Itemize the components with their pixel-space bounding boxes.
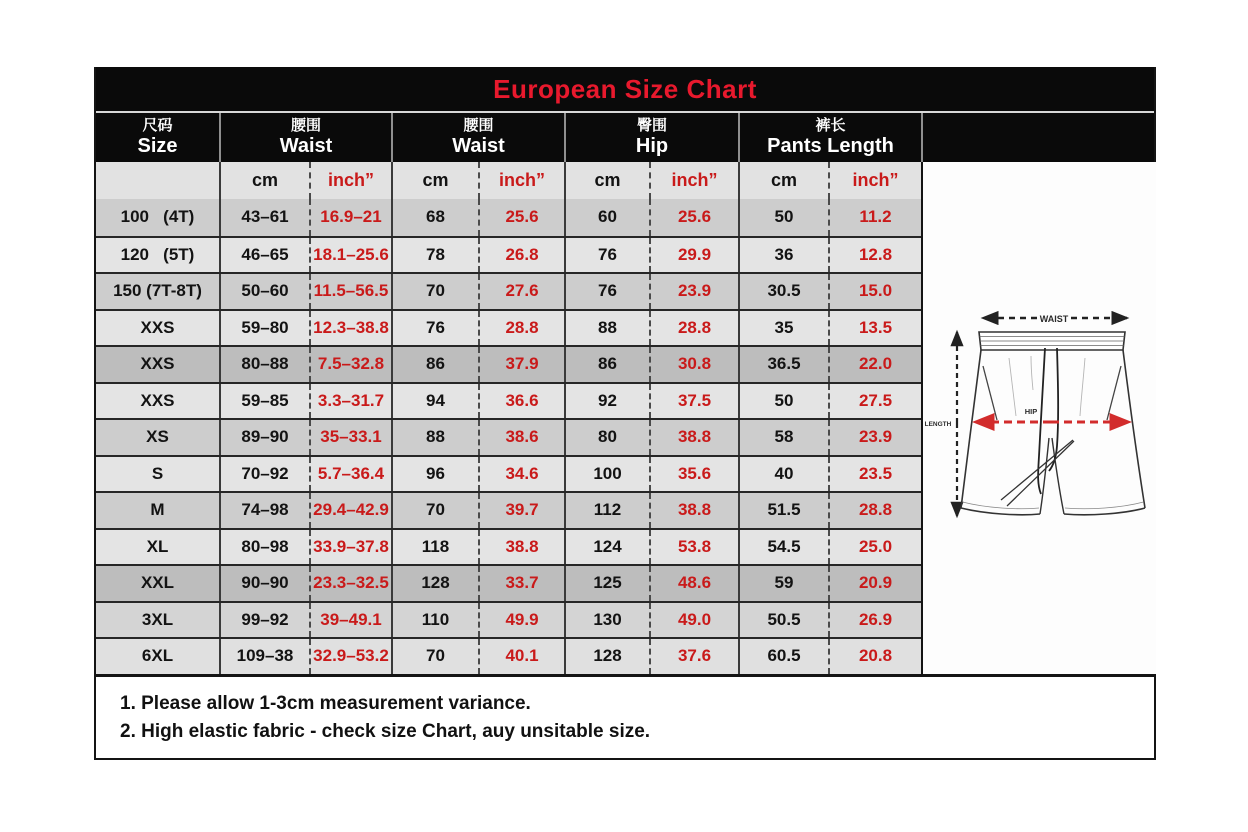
inch-value-cell: 11.5–56.5 bbox=[309, 274, 391, 309]
inch-value-cell: 18.1–25.6 bbox=[309, 238, 391, 273]
inch-value-cell: 23.9 bbox=[649, 274, 738, 309]
column-header-waist-1-en: Waist bbox=[279, 134, 333, 157]
cm-value-cell: 59 bbox=[738, 566, 828, 601]
chart-title-row bbox=[96, 67, 1154, 113]
table-body bbox=[96, 199, 921, 674]
unit-cm-header: cm bbox=[219, 162, 309, 199]
column-header-waist-2 bbox=[391, 113, 564, 162]
cm-value-cell: 30.5 bbox=[738, 274, 828, 309]
column-header-pants-length-en: Pants Length bbox=[767, 134, 894, 157]
inch-value-cell: 48.6 bbox=[649, 566, 738, 601]
inch-value-cell: 33.9–37.8 bbox=[309, 530, 391, 565]
inch-value-cell: 11.2 bbox=[828, 199, 921, 236]
inch-value-cell: 32.9–53.2 bbox=[309, 639, 391, 674]
cm-value-cell: 50.5 bbox=[738, 603, 828, 638]
cm-value-cell: 76 bbox=[564, 238, 649, 273]
unit-header-blank bbox=[96, 162, 219, 199]
inch-value-cell: 29.4–42.9 bbox=[309, 493, 391, 528]
cm-value-cell: 125 bbox=[564, 566, 649, 601]
chart-title: European Size Chart bbox=[493, 73, 757, 104]
note-line-2: 2. High elastic fabric - check size Chart, auy unsitable size. bbox=[120, 721, 651, 742]
unit-cm-header: cm bbox=[738, 162, 828, 199]
size-cell: XXL bbox=[140, 573, 175, 593]
cm-value-cell: 110 bbox=[391, 603, 478, 638]
inch-value-cell: 38.8 bbox=[649, 420, 738, 455]
cm-value-cell: 68 bbox=[391, 199, 478, 236]
inch-value-cell: 37.9 bbox=[478, 347, 564, 382]
inch-value-cell: 34.6 bbox=[478, 457, 564, 492]
cm-value-cell: 94 bbox=[391, 384, 478, 419]
size-chart bbox=[94, 67, 1156, 760]
notes-box bbox=[96, 674, 1154, 758]
unit-header-row bbox=[96, 162, 921, 199]
inch-value-cell: 25.0 bbox=[828, 530, 921, 565]
cm-value-cell: 43–61 bbox=[219, 199, 309, 236]
inch-value-cell: 23.3–32.5 bbox=[309, 566, 391, 601]
table-row bbox=[96, 455, 921, 492]
cm-value-cell: 70 bbox=[391, 493, 478, 528]
cm-value-cell: 100 bbox=[564, 457, 649, 492]
cm-value-cell: 59–80 bbox=[219, 311, 309, 346]
cm-value-cell: 99–92 bbox=[219, 603, 309, 638]
size-cell: 100 (4T) bbox=[120, 207, 195, 227]
inch-value-cell: 27.6 bbox=[478, 274, 564, 309]
cm-value-cell: 89–90 bbox=[219, 420, 309, 455]
chart-header bbox=[96, 67, 1154, 162]
inch-value-cell: 27.5 bbox=[828, 384, 921, 419]
column-header-hip-en: Hip bbox=[635, 134, 669, 157]
inch-value-cell: 30.8 bbox=[649, 347, 738, 382]
cm-value-cell: 80–88 bbox=[219, 347, 309, 382]
cm-value-cell: 70 bbox=[391, 639, 478, 674]
column-header-pants-length-zh: 裤长 bbox=[815, 117, 846, 135]
table-row bbox=[96, 418, 921, 455]
inch-value-cell: 40.1 bbox=[478, 639, 564, 674]
cm-value-cell: 40 bbox=[738, 457, 828, 492]
unit-cm-header: cm bbox=[564, 162, 649, 199]
table-row bbox=[96, 601, 921, 638]
fabric-creases bbox=[1009, 356, 1085, 416]
inch-value-cell: 5.7–36.4 bbox=[309, 457, 391, 492]
unit-inch-header: inch” bbox=[828, 162, 921, 199]
cm-value-cell: 128 bbox=[564, 639, 649, 674]
inch-value-cell: 20.8 bbox=[828, 639, 921, 674]
inch-value-cell: 53.8 bbox=[649, 530, 738, 565]
cm-value-cell: 50–60 bbox=[219, 274, 309, 309]
cm-value-cell: 118 bbox=[391, 530, 478, 565]
unit-inch-header: inch” bbox=[309, 162, 391, 199]
table-row bbox=[96, 491, 921, 528]
column-header-waist-2-zh: 腰围 bbox=[463, 117, 494, 135]
inch-value-cell: 16.9–21 bbox=[309, 199, 391, 236]
cm-value-cell: 78 bbox=[391, 238, 478, 273]
left-leg-outer bbox=[961, 350, 981, 508]
size-cell: 6XL bbox=[141, 646, 174, 666]
left-leg-inner bbox=[1040, 438, 1049, 514]
cm-value-cell: 109–38 bbox=[219, 639, 309, 674]
shorts-diagram bbox=[923, 288, 1156, 554]
cm-value-cell: 74–98 bbox=[219, 493, 309, 528]
inch-value-cell: 12.3–38.8 bbox=[309, 311, 391, 346]
column-header-hip bbox=[564, 113, 738, 162]
column-header-hip-zh: 臀围 bbox=[636, 117, 667, 135]
unit-cm-header: cm bbox=[391, 162, 478, 199]
cm-value-cell: 128 bbox=[391, 566, 478, 601]
size-table bbox=[96, 162, 923, 674]
inch-value-cell: 36.6 bbox=[478, 384, 564, 419]
cm-value-cell: 58 bbox=[738, 420, 828, 455]
length-label: LENGTH bbox=[924, 421, 952, 428]
cm-value-cell: 76 bbox=[564, 274, 649, 309]
size-cell: 120 (5T) bbox=[120, 244, 195, 264]
inch-value-cell: 29.9 bbox=[649, 238, 738, 273]
inch-value-cell: 37.5 bbox=[649, 384, 738, 419]
inch-value-cell: 35.6 bbox=[649, 457, 738, 492]
size-cell: XL bbox=[146, 536, 169, 556]
inch-value-cell: 25.6 bbox=[649, 199, 738, 236]
inch-value-cell: 26.9 bbox=[828, 603, 921, 638]
inch-value-cell: 13.5 bbox=[828, 311, 921, 346]
cm-value-cell: 51.5 bbox=[738, 493, 828, 528]
cm-value-cell: 92 bbox=[564, 384, 649, 419]
inch-value-cell: 38.8 bbox=[478, 530, 564, 565]
inch-value-cell: 38.6 bbox=[478, 420, 564, 455]
cm-value-cell: 76 bbox=[391, 311, 478, 346]
inch-value-cell: 49.9 bbox=[478, 603, 564, 638]
cm-value-cell: 96 bbox=[391, 457, 478, 492]
column-headers bbox=[96, 113, 1154, 162]
cm-value-cell: 124 bbox=[564, 530, 649, 565]
cm-value-cell: 36.5 bbox=[738, 347, 828, 382]
inch-value-cell: 39.7 bbox=[478, 493, 564, 528]
inch-value-cell: 49.0 bbox=[649, 603, 738, 638]
cm-value-cell: 60.5 bbox=[738, 639, 828, 674]
column-header-size-zh: 尺码 bbox=[142, 117, 173, 135]
inch-value-cell: 39–49.1 bbox=[309, 603, 391, 638]
size-cell: XS bbox=[146, 427, 169, 447]
cm-value-cell: 36 bbox=[738, 238, 828, 273]
cm-value-cell: 88 bbox=[564, 311, 649, 346]
inch-value-cell: 35–33.1 bbox=[309, 420, 391, 455]
table-row bbox=[96, 309, 921, 346]
cm-value-cell: 86 bbox=[564, 347, 649, 382]
hem-stitching bbox=[963, 502, 1144, 509]
cm-value-cell: 35 bbox=[738, 311, 828, 346]
table-row bbox=[96, 199, 921, 236]
inch-value-cell: 38.8 bbox=[649, 493, 738, 528]
left-pocket bbox=[983, 366, 997, 420]
inch-value-cell: 28.8 bbox=[478, 311, 564, 346]
inch-value-cell: 28.8 bbox=[649, 311, 738, 346]
cm-value-cell: 50 bbox=[738, 199, 828, 236]
inch-value-cell: 15.0 bbox=[828, 274, 921, 309]
inch-value-cell: 37.6 bbox=[649, 639, 738, 674]
inch-value-cell: 20.9 bbox=[828, 566, 921, 601]
cm-value-cell: 90–90 bbox=[219, 566, 309, 601]
column-header-size-en: Size bbox=[137, 134, 178, 157]
column-header-waist-2-en: Waist bbox=[452, 134, 505, 157]
size-cell: 150 (7T-8T) bbox=[113, 281, 202, 301]
cm-value-cell: 54.5 bbox=[738, 530, 828, 565]
inch-value-cell: 12.8 bbox=[828, 238, 921, 273]
table-row bbox=[96, 528, 921, 565]
inch-value-cell: 26.8 bbox=[478, 238, 564, 273]
inch-value-cell: 25.6 bbox=[478, 199, 564, 236]
cm-value-cell: 112 bbox=[564, 493, 649, 528]
size-cell: XXS bbox=[140, 390, 175, 410]
column-header-empty bbox=[921, 113, 1154, 162]
cm-value-cell: 59–85 bbox=[219, 384, 309, 419]
inch-value-cell: 3.3–31.7 bbox=[309, 384, 391, 419]
unit-inch-header: inch” bbox=[649, 162, 738, 199]
table-row bbox=[96, 236, 921, 273]
column-header-waist-1-zh: 腰围 bbox=[290, 117, 321, 135]
diagram-panel bbox=[923, 162, 1156, 674]
column-header-size bbox=[96, 113, 219, 162]
inch-value-cell: 23.9 bbox=[828, 420, 921, 455]
size-cell: M bbox=[150, 500, 165, 520]
table-row bbox=[96, 272, 921, 309]
right-leg-outer bbox=[1123, 350, 1145, 508]
cm-value-cell: 50 bbox=[738, 384, 828, 419]
inch-value-cell: 22.0 bbox=[828, 347, 921, 382]
cm-value-cell: 88 bbox=[391, 420, 478, 455]
cm-value-cell: 70 bbox=[391, 274, 478, 309]
table-row bbox=[96, 564, 921, 601]
table-row bbox=[96, 382, 921, 419]
size-cell: XXS bbox=[140, 317, 175, 337]
size-cell: XXS bbox=[140, 354, 175, 374]
column-header-waist-1 bbox=[219, 113, 391, 162]
hip-label: HIP bbox=[1024, 407, 1038, 416]
cm-value-cell: 80–98 bbox=[219, 530, 309, 565]
inch-value-cell: 23.5 bbox=[828, 457, 921, 492]
inch-value-cell: 28.8 bbox=[828, 493, 921, 528]
inch-value-cell: 7.5–32.8 bbox=[309, 347, 391, 382]
column-header-pants-length bbox=[738, 113, 921, 162]
cm-value-cell: 130 bbox=[564, 603, 649, 638]
unit-inch-header: inch” bbox=[478, 162, 564, 199]
table-row bbox=[96, 637, 921, 674]
waist-label: WAIST bbox=[1039, 314, 1069, 324]
inch-value-cell: 33.7 bbox=[478, 566, 564, 601]
cm-value-cell: 70–92 bbox=[219, 457, 309, 492]
cm-value-cell: 46–65 bbox=[219, 238, 309, 273]
note-line-1: 1. Please allow 1-3cm measurement variance. bbox=[120, 692, 531, 714]
cm-value-cell: 60 bbox=[564, 199, 649, 236]
right-pocket bbox=[1107, 366, 1121, 420]
size-cell: S bbox=[151, 463, 164, 483]
table-row bbox=[96, 345, 921, 382]
size-cell: 3XL bbox=[141, 609, 174, 629]
cm-value-cell: 86 bbox=[391, 347, 478, 382]
cm-value-cell: 80 bbox=[564, 420, 649, 455]
